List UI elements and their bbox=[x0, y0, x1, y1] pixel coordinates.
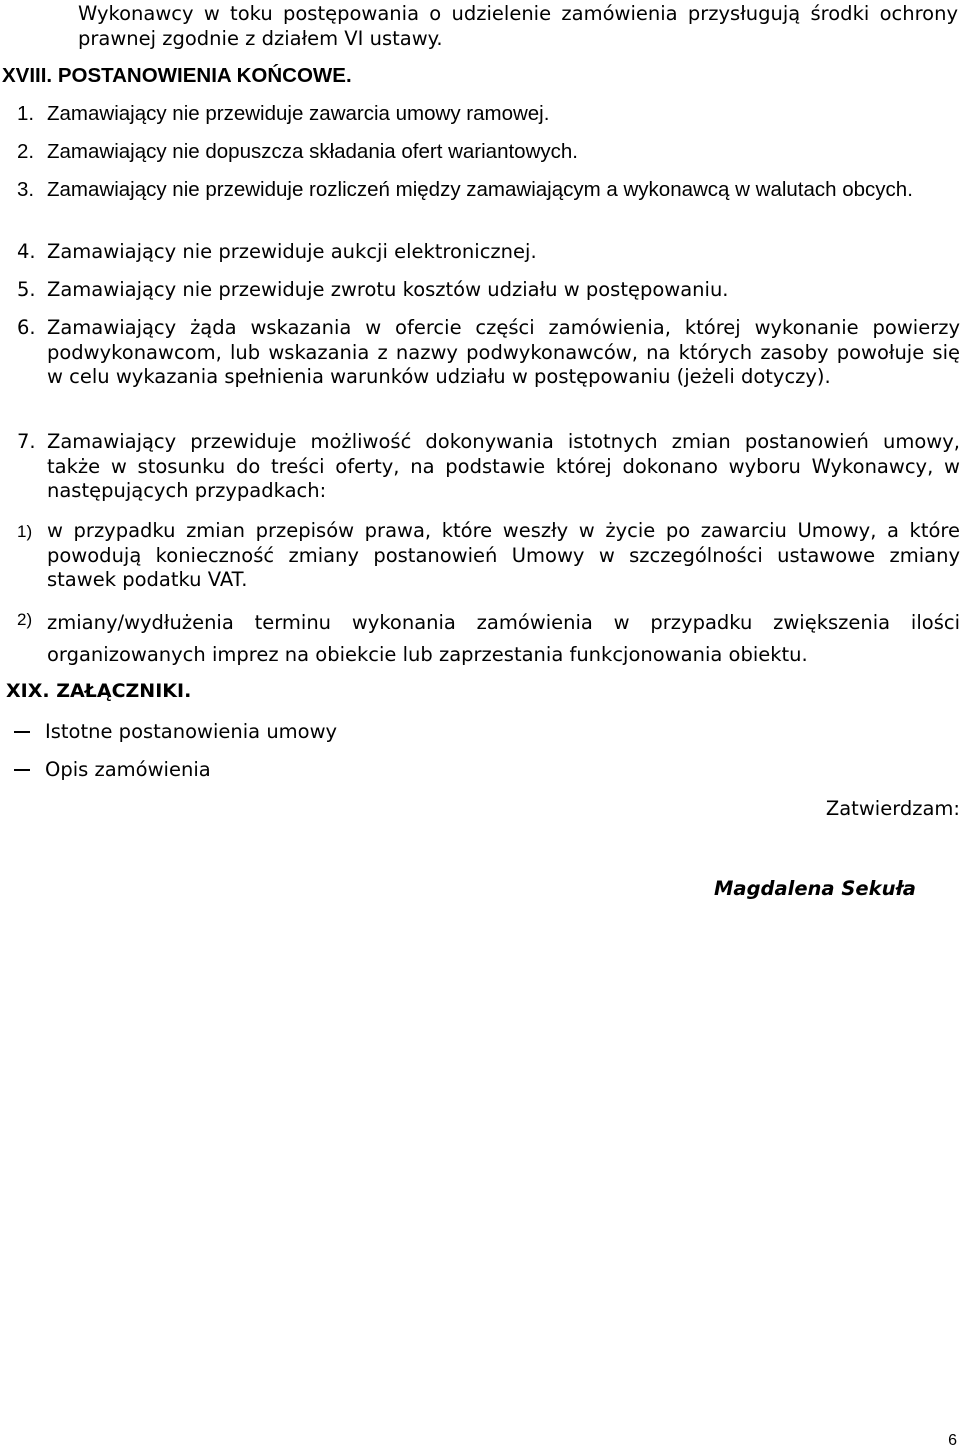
list-item-text: Zamawiający nie przewiduje zwrotu kosztów udziału w postępowaniu. bbox=[47, 278, 729, 301]
list-item-number: 7. bbox=[17, 430, 36, 453]
sub-list-item-number: 2) bbox=[17, 610, 33, 629]
dash-bullet-icon bbox=[14, 769, 30, 771]
list-item-number: 6. bbox=[17, 316, 36, 339]
list-item-text: Zamawiający nie dopuszcza składania ofert wariantowych. bbox=[47, 140, 578, 163]
sub-list-item-text: w przypadku zmian przepisów prawa, które weszły w życie po zawarciu Umowy, a które powodują konieczność zmiany postanowień Umowy w szczególności ustawowe zmiany stawek podatku VAT. bbox=[47, 519, 960, 591]
dash-bullet-icon bbox=[14, 731, 30, 733]
list-item-text: Zamawiający żąda wskazania w ofercie części zamówienia, której wykonanie powierzy podwykonawcom, lub wskazania z nazwy podwykonawców, na których zasoby powołuje się w celu wykazania spełnienia warunków udziału w postępowaniu (jeżeli dotyczy). bbox=[47, 316, 960, 388]
approval-label: Zatwierdzam: bbox=[825, 797, 960, 820]
attachment-label: Opis zamówienia bbox=[45, 758, 211, 781]
attachment-label: Istotne postanowienia umowy bbox=[45, 720, 338, 743]
page-number: 6 bbox=[948, 1432, 957, 1449]
sub-list-item-text: zmiany/wydłużenia terminu wykonania zamówienia w przypadku zwiększenia ilości organizowanych imprez na obiekcie lub zaprzestania funkcjonowania obiektu. bbox=[47, 611, 960, 666]
list-item-text: Zamawiający nie przewiduje zawarcia umowy ramowej. bbox=[47, 102, 550, 125]
list-item-number: 5. bbox=[17, 278, 36, 301]
list-item-text: Zamawiający przewiduje możliwość dokonywania istotnych zmian postanowień umowy, także w stosunku do treści oferty, na podstawie której dokonano wyboru Wykonawcy, w następujących przypadkach: bbox=[47, 430, 960, 502]
intro-paragraph: Wykonawcy w toku postępowania o udzielenie zamówienia przysługują środki ochrony prawnej zgodnie z działem VI ustawy. bbox=[78, 2, 958, 50]
list-item-text: Zamawiający nie przewiduje rozliczeń między zamawiającym a wykonawcą w walutach obcych. bbox=[47, 178, 913, 201]
list-item-number: 1. bbox=[17, 102, 35, 125]
list-item-number: 4. bbox=[17, 240, 36, 263]
signature-name: Magdalena Sekuła bbox=[714, 877, 916, 900]
sub-list-item-number: 1) bbox=[17, 522, 33, 541]
section-18-heading: XVIII. POSTANOWIENIA KOŃCOWE. bbox=[2, 64, 352, 87]
list-item-number: 3. bbox=[17, 178, 35, 201]
list-item-text: Zamawiający nie przewiduje aukcji elektronicznej. bbox=[47, 240, 537, 263]
section-19-heading: XIX. ZAŁĄCZNIKI. bbox=[6, 680, 192, 702]
list-item-number: 2. bbox=[17, 140, 35, 163]
